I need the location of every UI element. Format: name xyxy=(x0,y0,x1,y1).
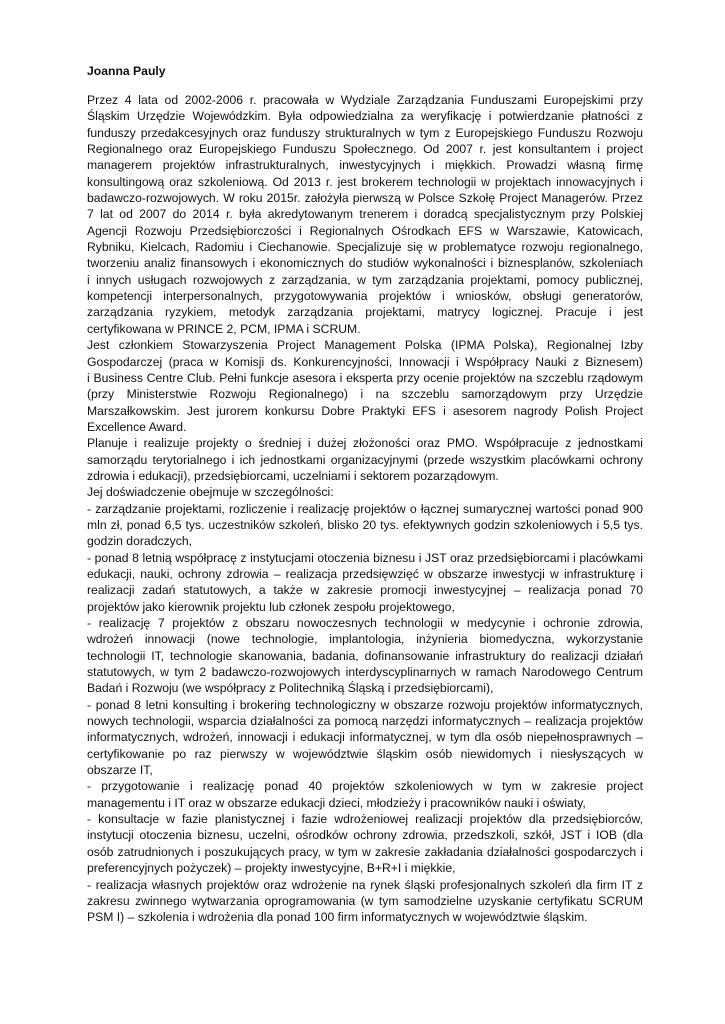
body-line: PSM I) – szkolenia i wdrożenia dla ponad 100 firm informatycznych w województwie śląskim. xyxy=(87,910,588,925)
body-line: Excellence Award. xyxy=(87,419,187,434)
body-line: konsultingową oraz szkoleniową. Od 2013 r. jest brokerem technologii w projektach innowacyjnych i xyxy=(87,174,643,189)
body-line: samorządu terytorialnego i ich jednostkami organizacyjnymi (przede wszystkim placówkami ochrony xyxy=(87,452,643,467)
body-line: realizacji zadań statutowych, a także w zakresie promocji inwestycyjnej – realizacja ponad 70 xyxy=(87,583,643,598)
body-line: funduszy przedakcesyjnych oraz funduszy strukturalnych w tym z Europejskiego Funduszu Rozwoju xyxy=(87,125,643,140)
body-line: Jest członkiem Stowarzyszenia Project Management Polska (IPMA Polska), Regionalnej Izby xyxy=(87,338,643,353)
body-line: Regionalnego oraz Europejskiego Funduszu Społecznego. Od 2007 r. jest konsultantem i project xyxy=(87,142,643,157)
body-line: instytucji otoczenia biznesu, uczelni, ośrodków ochrony zdrowia, przedszkoli, szkół, JST i IOB (dla xyxy=(87,828,643,843)
body-line: zakresu zwinnego wytwarzania oprogramowania (w tym samodzielne uzyskanie certyfikatu SCRUM xyxy=(87,893,643,908)
body-line: managerem projektów infrastrukturalnych, inwestycyjnych i miękkich. Prowadzi własną firmę xyxy=(87,158,643,173)
body-line: preferencyjnych pożyczek) – projekty inwestycyjne, B+R+I i miękkie, xyxy=(87,861,456,876)
body-line: projektów jako kierownik projektu lub członek zespołu projektowego, xyxy=(87,599,455,614)
body-line: managementu i IT oraz w obszarze edukacji dzieci, młodzieży i pracowników nauki i oświaty, xyxy=(87,795,586,810)
body-line: technologii IT, technologie skanowania, badania, dofinansowanie infrastruktury do realizacji działań xyxy=(87,648,643,663)
body-line: - ponad 8 letni konsulting i brokering technologiczny w obszarze rozwoju projektów informatycznych, xyxy=(87,697,643,712)
body-line: mln zł, ponad 6,5 tys. uczestników szkoleń, blisko 20 tys. efektywnych godzin szkoleniowych i 5,5 tys. xyxy=(87,517,643,532)
body-line: Marszałkowskim. Jest jurorem konkursu Dobre Praktyki EFS i asesorem nagrody Polish Project xyxy=(87,403,643,418)
body-line: Jej doświadczenie obejmuje w szczególności: xyxy=(87,485,334,500)
body-line: certyfikowana w PRINCE 2, PCM, IPMA i SCRUM. xyxy=(87,321,361,336)
body-line: - realizacja własnych projektów oraz wdrożenie na rynek śląski profesjonalnych szkoleń dla firm IT z xyxy=(87,877,643,892)
body-line: - ponad 8 letnią współpracę z instytucjami otoczenia biznesu i JST oraz przedsiębiorcami i placówkami xyxy=(87,550,643,565)
body-line: osób zatrudnionych i poszukujących pracy, w tym w zakresie zakładania działalności gospodarczych i xyxy=(87,844,643,859)
body-line: - realizację 7 projektów z obszaru nowoczesnych technologii w medycynie i ochronie zdrowia, xyxy=(87,616,643,630)
body-line: Śląskim Urzędzie Wojewódzkim. Była odpowiedzialna za weryfikację i potwierdzanie płatności z xyxy=(87,109,643,124)
body-line: wdrożeń innowacji (nowe technologie, implantologia, inżynieria biomedyczna, wykorzystanie xyxy=(87,632,643,647)
body-line: (przy Ministerstwie Rozwoju Regionalnego) i na szczeblu samorządowym przy Urzędzie xyxy=(87,387,643,402)
body-line: badawczo-rozwojowych. W roku 2015r. założyła pierwszą w Polsce Szkołę Project Managerów. Przez xyxy=(87,191,643,206)
body-line: Gospodarczej (praca w Komisji ds. Konkurencyjności, Innowacji i Współpracy Nauki z Biznesem) xyxy=(87,354,643,369)
body-line: zdrowia i edukacji), przedsiębiorcami, uczelniami i sektorem pozarządowym. xyxy=(87,468,499,483)
body-line: Przez 4 lata od 2002-2006 r. pracowała w Wydziale Zarządzania Funduszami Europejskimi przy xyxy=(87,93,643,107)
body-line: obszarze IT, xyxy=(87,763,153,778)
body-line: - przygotowanie i realizację ponad 40 projektów szkoleniowych w tym w zakresie project xyxy=(87,779,643,794)
body-line: nowych technologii, wsparcia działalności za pomocą narzędzi informatycznych – realizacja projektów xyxy=(87,714,643,729)
body-line: zarządzania ryzykiem, metodyk zarządzania projektami, matrycy logicznej. Pracuje i jest xyxy=(87,305,643,320)
document-title: Joanna Pauly xyxy=(87,64,166,78)
body-line: i Business Centre Club. Pełni funkcje asesora i eksperta przy ocenie projektów na szczeblu rządowym xyxy=(87,370,643,385)
body-line: kompetencji interpersonalnych, przygotowywania projektów i wniosków, obsługi generatorów, xyxy=(87,289,643,304)
body-line: i innych usługach rozwojowych z zarządzania, w tym zarządzania projektami, pomocy publicznej, xyxy=(87,272,643,287)
body-line: Planuje i realizuje projekty o średniej i dużej złożoności oraz PMO. Współpracuje z jednostkami xyxy=(87,436,643,451)
body-line: 7 lat od 2007 do 2014 r. była akredytowanym trenerem i doradcą specjalistycznym przy Polskiej xyxy=(87,207,643,222)
body-line: tworzeniu analiz finansowych i ekonomicznych do studiów wykonalności i biznesplanów, szkoleniach xyxy=(87,256,643,271)
body-line: certyfikowanie po raz pierwszy w województwie śląskim osób niewidomych i niesłyszących w xyxy=(87,746,643,761)
body-line: - konsultacje w fazie planistycznej i fazie wdrożeniowej realizacji projektów dla przedsiębiorców, xyxy=(87,812,643,827)
body-line: edukacji, nauki, ochrony zdrowia – realizacja przedsięwzięć w obszarze inwestycji w infrastrukturę i xyxy=(87,566,643,581)
body-line: godzin doradczych, xyxy=(87,534,193,549)
body-line: Badań i Rozwoju (we współpracy z Politechniką Śląską i przedsiębiorcami), xyxy=(87,681,494,696)
document-body xyxy=(87,92,643,926)
body-line: informatycznych, wdrożeń, innowacji i edukacji informatycznej, w tym dla osób niepełnosprawnych – xyxy=(87,730,643,745)
body-line: statutowych, w tym 2 badawczo-rozwojowych interdyscyplinarnych w ramach Narodowego Centrum xyxy=(87,665,643,680)
body-line: Agencji Rozwoju Przedsiębiorczości i Regionalnych Ośrodkach EFS w Warszawie, Katowicach, xyxy=(87,223,643,238)
body-line: Rybniku, Kielcach, Radomiu i Ciechanowie. Specjalizuje się w problematyce rozwoju regionalnego, xyxy=(87,240,643,255)
body-line: - zarządzanie projektami, rozliczenie i realizację projektów o łącznej sumarycznej wartości ponad 900 xyxy=(87,501,643,516)
